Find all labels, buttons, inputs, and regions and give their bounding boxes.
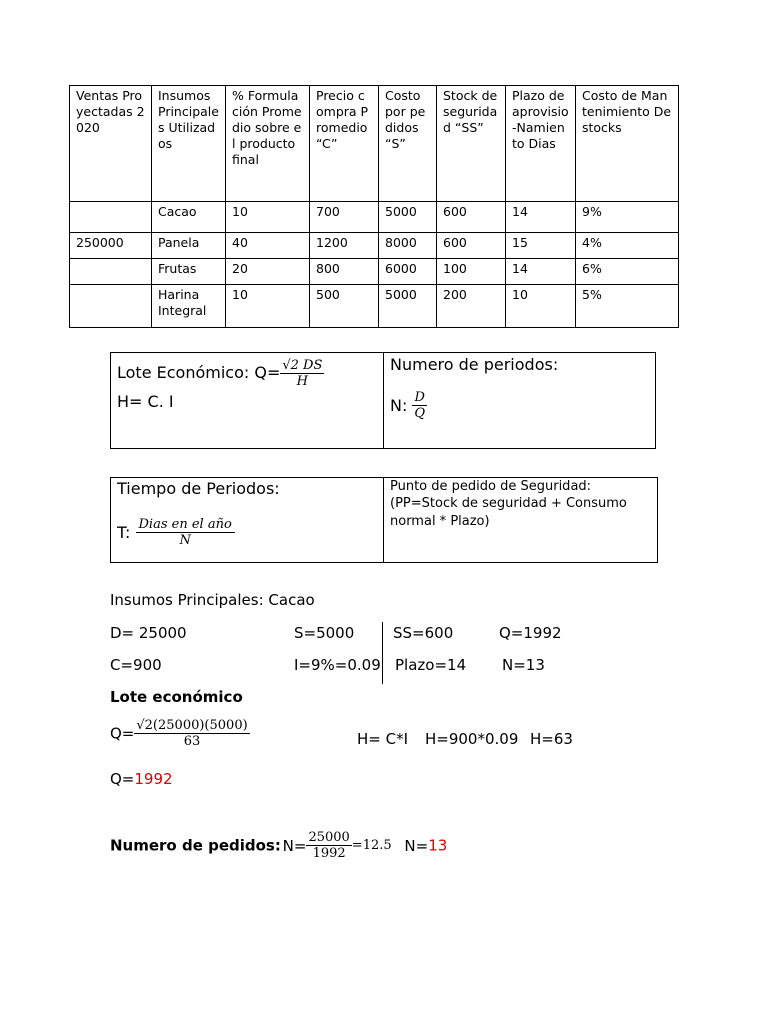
cacao-i: I=9%=0.09 — [294, 656, 381, 674]
table-cell: 100 — [437, 259, 506, 285]
table-cell — [70, 202, 152, 233]
periodos-label: Numero de periodos: — [390, 355, 559, 374]
table-row — [70, 285, 679, 328]
lote-result-label: Q= — [110, 770, 135, 788]
n-numerator: D — [414, 390, 425, 405]
table-cell: 6% — [576, 259, 679, 285]
box-divider — [383, 477, 384, 562]
cacao-ss: SS=600 — [393, 624, 454, 642]
table-row — [70, 233, 679, 259]
lote-h2: H=900*0.09 — [425, 730, 519, 748]
lote-calc — [110, 718, 250, 749]
table-cell: 10 — [506, 285, 576, 328]
pedidos-heading: Numero de pedidos: — [110, 836, 281, 855]
pedidos-denominator: 1992 — [312, 846, 346, 861]
header-cell: Insumos Principales Utilizados — [152, 86, 226, 202]
pedidos-calc — [110, 830, 447, 861]
table-cell: 9% — [576, 202, 679, 233]
n-label: N: — [390, 396, 408, 415]
table-row — [70, 259, 679, 285]
table-cell: 600 — [437, 233, 506, 259]
pp-title: Punto de pedido de Seguridad: — [390, 479, 592, 494]
cacao-s: S=5000 — [294, 624, 355, 642]
table-cell: Harina Integral — [152, 285, 226, 328]
table-cell: 500 — [310, 285, 379, 328]
h-formula: H= C. I — [117, 392, 174, 411]
lote-numerator: √2 DS — [282, 358, 323, 373]
pedidos-numerator: 25000 — [308, 830, 350, 845]
table-row — [70, 202, 679, 233]
header-cell: Stock de seguridad “SS” — [437, 86, 506, 202]
cacao-divider — [382, 622, 383, 684]
table-cell: 6000 — [379, 259, 437, 285]
t-formula — [117, 517, 235, 548]
header-cell: % Formulación Promedio sobre el producto final — [226, 86, 310, 202]
table-cell: 200 — [437, 285, 506, 328]
table-cell: 10 — [226, 285, 310, 328]
lote-heading: Lote económico — [110, 688, 243, 706]
table-cell: 4% — [576, 233, 679, 259]
lote-q-denominator: 63 — [183, 734, 201, 749]
box-divider — [383, 352, 384, 448]
table-cell: Frutas — [152, 259, 226, 285]
table-cell: 5000 — [379, 285, 437, 328]
cacao-plazo: Plazo=14 — [395, 656, 467, 674]
t-numerator: Dias en el año — [136, 517, 235, 533]
n-formula — [390, 390, 427, 421]
header-cell: Ventas Proyectadas 2020 — [70, 86, 152, 202]
table-cell: 600 — [437, 202, 506, 233]
lote-label: Lote Económico: Q= — [117, 363, 281, 382]
table-cell: 14 — [506, 259, 576, 285]
pedidos-result-value: 13 — [428, 836, 448, 855]
lote-q-label: Q= — [110, 724, 135, 743]
tiempo-label: Tiempo de Periodos: — [117, 479, 280, 498]
pp-formula: (PP=Stock de seguridad + Consumo normal * Plazo) — [390, 496, 627, 529]
table-cell — [70, 285, 152, 328]
table-cell: 5000 — [379, 202, 437, 233]
pedidos-equals: =12.5 — [351, 838, 392, 853]
cacao-title: Insumos Principales: Cacao — [110, 591, 315, 609]
table-cell: Panela — [152, 233, 226, 259]
table-cell: 10 — [226, 202, 310, 233]
n-denominator: Q — [414, 406, 425, 421]
table-cell: 5% — [576, 285, 679, 328]
t-label: T: — [117, 523, 131, 542]
lote-q-numerator: √2(25000)(5000) — [136, 718, 248, 733]
table-header-row — [70, 86, 679, 202]
table-cell: 40 — [226, 233, 310, 259]
table-cell — [70, 259, 152, 285]
lote-result — [110, 770, 173, 788]
lote-denominator: H — [296, 374, 309, 389]
table-cell: 800 — [310, 259, 379, 285]
table-cell: Cacao — [152, 202, 226, 233]
cacao-c: C=900 — [110, 656, 162, 674]
table-cell: 250000 — [70, 233, 152, 259]
table-cell: 8000 — [379, 233, 437, 259]
header-cell: Precio compra Promedio “C” — [310, 86, 379, 202]
cacao-q: Q=1992 — [499, 624, 562, 642]
lote-h1: H= C*I — [357, 730, 409, 748]
t-denominator: N — [179, 533, 191, 548]
header-cell: Costo por pedidos “S” — [379, 86, 437, 202]
table-cell: 14 — [506, 202, 576, 233]
lote-result-value: 1992 — [134, 770, 173, 788]
table-cell: 15 — [506, 233, 576, 259]
table-cell: 1200 — [310, 233, 379, 259]
insumos-table — [69, 85, 679, 328]
cacao-d: D= 25000 — [110, 624, 187, 642]
cacao-n: N=13 — [502, 656, 545, 674]
pedidos-result-label: N= — [404, 836, 429, 855]
table-cell: 700 — [310, 202, 379, 233]
pedidos-n-label: N= — [282, 836, 307, 855]
lote-h3: H=63 — [530, 730, 573, 748]
table-cell: 20 — [226, 259, 310, 285]
header-cell: Costo de Mantenimiento De stocks — [576, 86, 679, 202]
header-cell: Plazo de aprovisio-Namiento Dias — [506, 86, 576, 202]
